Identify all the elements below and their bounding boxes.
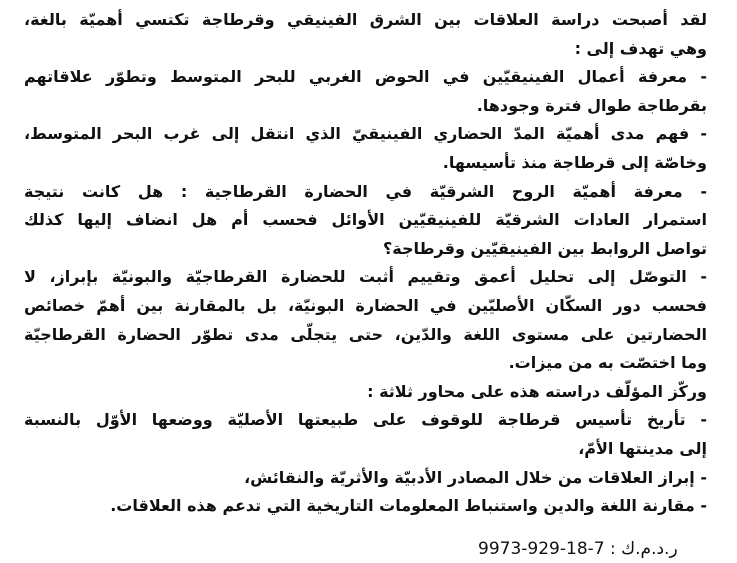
text-line-1: لقد أصبحت دراسة العلاقات بين الشرق الفينيقي وقرطاجة تكتسي أهميّة بالغة،	[24, 10, 707, 29]
text-line-17: - إبراز العلاقات من خلال المصادر الأدبيّة والأثريّة والنقائش،	[244, 467, 707, 487]
text-line-2: وهي تهدف إلى :	[574, 38, 707, 58]
text-line-4: بقرطاجة طوال فترة وجودها.	[476, 95, 707, 115]
text-line-5: - فهم مدى أهميّة المدّ الحضاري الفينيقيّ الذي انتقل إلى غرب البحر المتوسط،	[24, 124, 707, 144]
text-line-12: الحضارتين على مستوى اللغة والدّين، حتى يتجلّى مدى تطوّر الحضارة القرطاجيّة	[24, 324, 707, 344]
text-line-13: وما اختصّت به من ميزات.	[508, 353, 707, 373]
isbn-number: ر.د.م.ك : 7-18-929-9973	[478, 538, 678, 559]
text-line-8: استمرار العادات الشرقيّة للفينيقيّين الأوائل فحسب أم هل انضاف إليها كذلك	[24, 210, 707, 230]
text-line-14: وركّز المؤلّف دراسته هذه على محاور ثلاثة :	[367, 381, 707, 401]
spacer	[24, 521, 707, 535]
text-line-10: - التوصّل إلى تحليل أعمق وتقييم أثبت للحضارة القرطاجيّة والبونيّة بإبراز، لا	[24, 267, 707, 287]
text-line-3: - معرفة أعمال الفينيقيّين في الحوض الغربي للبحر المتوسط وتطوّر علاقاتهم	[24, 67, 707, 87]
text-line-16: إلى مدينتها الأمّ،	[578, 438, 707, 458]
text-line-15: - تأريخ تأسيس قرطاجة للوقوف على طبيعتها الأصليّة ووضعها الأوّل بالنسبة	[24, 410, 707, 430]
text-line-18: - مقارنة اللغة والدين واستنباط المعلومات التاريخية التي تدعم هذه العلاقات.	[110, 496, 707, 516]
text-line-9: تواصل الروابط بين الفينيقيّين وقرطاجة؟	[382, 238, 707, 258]
text-line-6: وخاصّة إلى قرطاجة منذ تأسيسها.	[442, 152, 707, 172]
text-line-7: - معرفة أهميّة الروح الشرقيّة في الحضارة القرطاجية : هل كانت نتيجة	[24, 181, 707, 201]
text-line-11: فحسب دور السكّان الأصليّين في الحضارة البونيّة، بل بالمقارنة بين أهمّ خصائص	[24, 295, 707, 315]
